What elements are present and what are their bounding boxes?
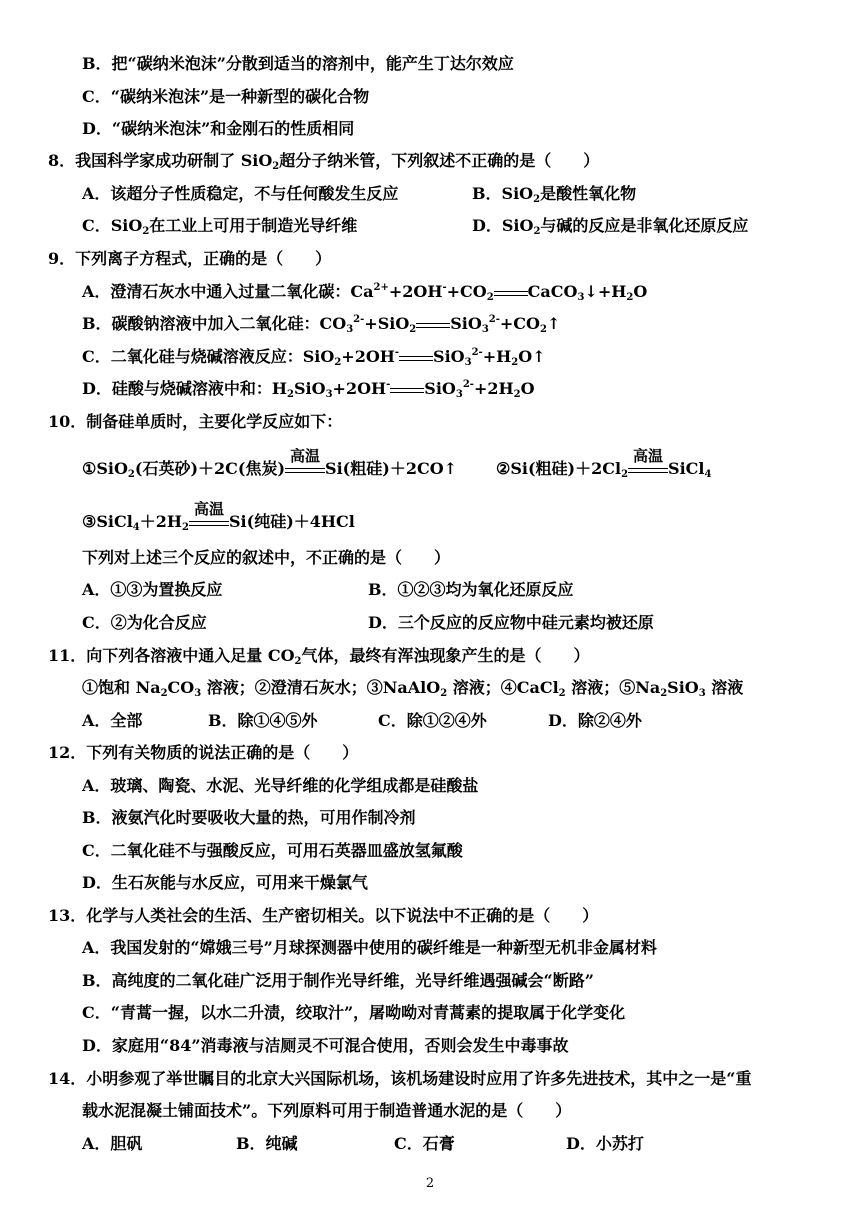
q10-question: 下列对上述三个反应的叙述中，不正确的是（ ） [82,548,451,567]
q13-option-d: D．家庭用“84”消毒液与洁厕灵不可混合使用，否则会发生中毒事故 [82,1036,569,1055]
q8-stem: 8．我国科学家成功研制了 SiO$_2$超分子纳米管，下列叙述不正确的是（ ） [48,151,600,172]
q10-reaction-3: $③SiCl_4+2H_2$ 高温 Si(纯硅)＋4HCl [82,499,355,533]
q11-solutions: ①饱和 $Na_2CO_3$ 溶液；②澄清石灰水；③NaAlO$_2$ 溶液；④CaCl$_2$ 溶液；$⑤Na_2SiO_3$ 溶液 [82,678,744,699]
q11-option-b: B．除①④⑤外 [208,711,318,730]
q8-option-d: D．SiO$_2$与碱的反应是非氧化还原反应 [472,216,749,237]
q12-stem: 12．下列有关物质的说法正确的是（ ） [48,743,359,762]
q10-option-b: B．①②③均为氧化还原反应 [368,580,574,599]
q12-option-d: D．生石灰能与水反应，可用来干燥氯气 [82,873,368,892]
q7-option-d: D．“碳纳米泡沫”和金刚石的性质相同 [82,119,355,138]
q8-option-c: C．SiO$_2$在工业上可用于制造光导纤维 [82,216,358,237]
page-number: 2 [425,1176,435,1191]
q14-option-b: B．纯碱 [236,1134,298,1153]
q9-option-d: D．硅酸与烧碱溶液中和：$H_2SiO_3+2OH^-$ $SiO_3^{2-}+2H_2O$ [82,379,535,400]
q11-option-a: A．全部 [82,711,143,730]
q11-stem: 11．向下列各溶液中通入足量 $CO_2$气体，最终有浑浊现象产生的是（ ） [48,646,590,667]
q12-option-b: B．液氨汽化时要吸收大量的热，可用作制冷剂 [82,808,416,827]
q12-option-a: A．玻璃、陶瓷、水泥、光导纤维的化学组成都是硅酸盐 [82,776,479,795]
q13-stem: 13．化学与人类社会的生活、生产密切相关。以下说法中不正确的是（ ） [48,906,599,925]
q8-option-b: B．SiO$_2$是酸性氧化物 [472,184,637,205]
q11-option-d: D．除②④外 [548,711,642,730]
q14-option-a: A．胆矾 [82,1134,143,1153]
q14-option-d: D．小苏打 [566,1134,644,1153]
q11-option-c: C．除①②④外 [378,711,487,730]
q14-option-c: C．石膏 [394,1134,455,1153]
q14-stem-line1: 14．小明参观了举世瞩目的北京大兴国际机场，该机场建设时应用了许多先进技术，其中之一是“重 [48,1069,752,1088]
q10-option-a: A．①③为置换反应 [82,580,223,599]
q12-option-c: C．二氧化硅不与强酸反应，可用石英器皿盛放氢氟酸 [82,841,463,860]
q10-option-c: C．②为化合反应 [82,613,207,632]
q10-reaction-1: ①SiO$_2$(石英砂)＋2C(焦炭) 高温 Si(粗硅)＋2CO↑ [82,446,458,480]
q9-stem: 9．下列离子方程式，正确的是（ ） [48,249,332,268]
q13-option-c: C．“青蒿一握，以水二升渍，绞取汁”，屠呦呦对青蒿素的提取属于化学变化 [82,1003,626,1022]
q8-option-a: A．该超分子性质稳定，不与任何酸发生反应 [82,184,399,203]
q9-option-b: B．碳酸钠溶液中加入二氧化硅：$CO_3^{2-}+SiO_2$ $SiO_3^{2-}+CO_2↑$ [82,314,561,335]
q10-option-d: D．三个反应的反应物中硅元素均被还原 [368,613,654,632]
q13-option-a: A．我国发射的“嫦娥三号”月球探测器中使用的碳纤维是一种新型无机非金属材料 [82,938,657,957]
q7-option-b: B．把“碳纳米泡沫”分散到适当的溶剂中，能产生丁达尔效应 [82,54,514,73]
q7-option-c: C．“碳纳米泡沫”是一种新型的碳化合物 [82,87,370,106]
q13-option-b: B．高纯度的二氧化硅广泛用于制作光导纤维，光导纤维遇强碱会“断路” [82,971,594,990]
q9-option-a: A．澄清石灰水中通入过量二氧化碳：$Ca^{2+}+2OH^-+CO_2$ $CaCO_3↓+H_2O$ [82,282,648,303]
q14-stem-line2: 载水泥混凝土铺面技术”。下列原料可用于制造普通水泥的是（ ） [82,1101,572,1120]
q10-stem: 10．制备硅单质时，主要化学反应如下： [48,412,343,431]
q9-option-c: C．二氧化硅与烧碱溶液反应：SiO$_2$+2OH- $SiO_3^{2-}+H_2O↑$ [82,347,546,368]
q10-reaction-2: ②Si(粗硅)$+2Cl_2$ 高温 SiCl$_4$ [496,446,712,480]
